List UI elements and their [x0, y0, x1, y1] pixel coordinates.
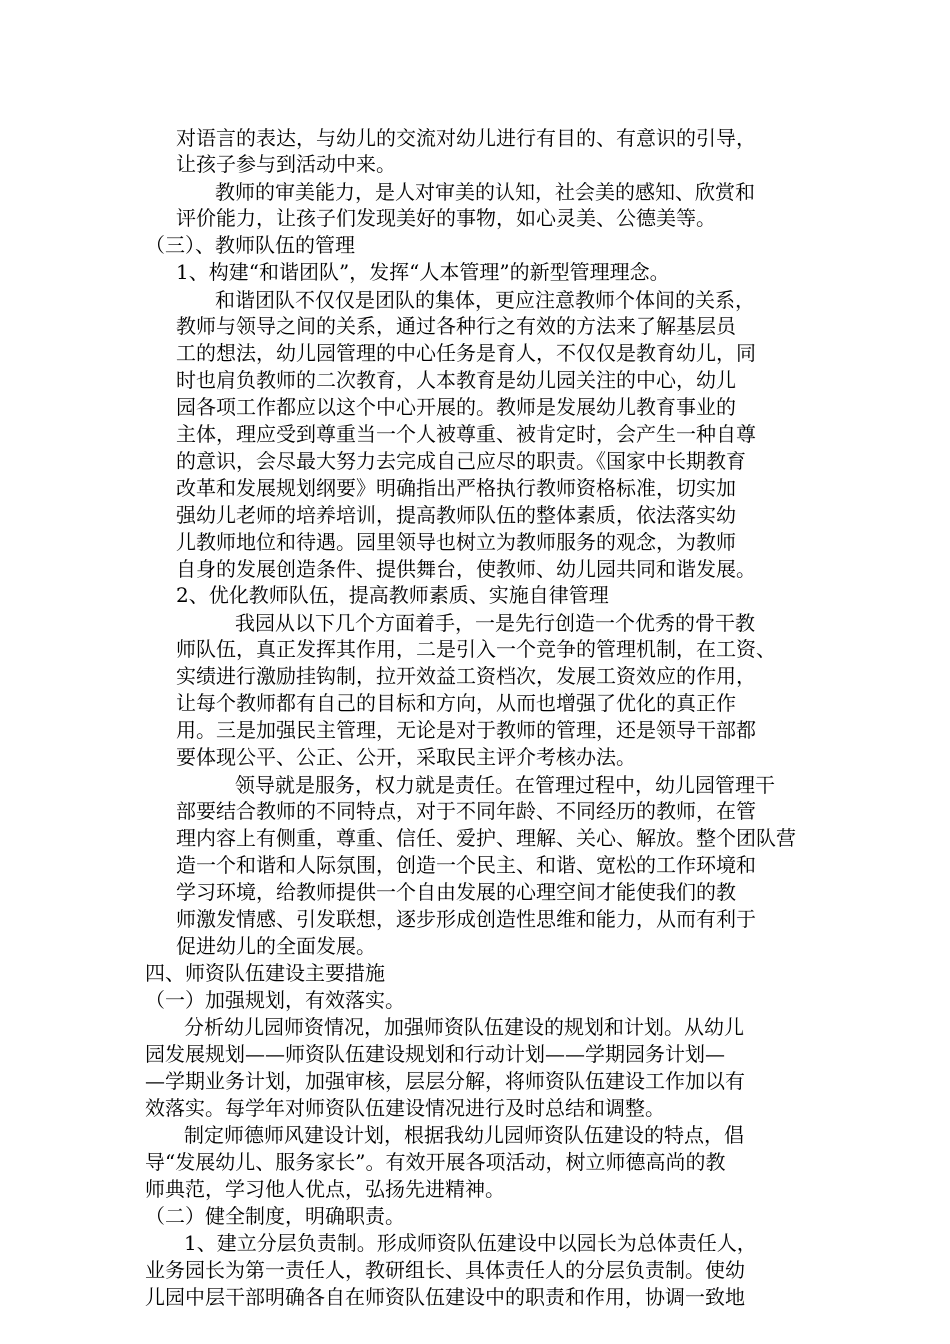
text-line: 业务园长为第一责任人，教研组长、具体责任人的分层负责制。使幼 — [145, 1258, 745, 1282]
text-line: 让孩子参与到活动中来。 — [176, 152, 396, 176]
text-line: 促进幼儿的全面发展。 — [176, 934, 376, 958]
text-line: 园发展规划——师资队伍建设规划和行动计划——学期园务计划— — [145, 1042, 725, 1066]
text-line: 造一个和谐和人际氛围，创造一个民主、和谐、宽松的工作环境和 — [176, 853, 756, 877]
text-line: 园各项工作都应以这个中心开展的。教师是发展幼儿教育事业的 — [176, 395, 736, 419]
text-line: 2、优化教师队伍，提高教师素质、实施自律管理 — [176, 583, 609, 607]
text-line: 效落实。每学年对师资队伍建设情况进行及时总结和调整。 — [145, 1096, 665, 1120]
text-line: 1、构建“和谐团队”，发挥“人本管理”的新型管理理念。 — [176, 260, 670, 284]
text-line: 对语言的表达，与幼儿的交流对幼儿进行有目的、有意识的引导， — [176, 126, 756, 150]
text-line: 部要结合教师的不同特点，对于不同年龄、不同经历的教师，在管 — [176, 799, 756, 823]
text-line: 主体，理应受到尊重当一个人被尊重、被肯定时，会产生一种自尊 — [176, 422, 756, 446]
text-line: 理内容上有侧重，尊重、信任、爱护、理解、关心、解放。整个团队营 — [176, 826, 796, 850]
text-line: 教师的审美能力，是人对审美的认知，社会美的感知、欣赏和 — [215, 180, 755, 204]
text-line: 我园从以下几个方面着手，一是先行创造一个优秀的骨干教 — [235, 611, 755, 635]
text-line: 要体现公平、公正、公开，采取民主评介考核办法。 — [176, 745, 636, 769]
text-line: 和谐团队不仅仅是团队的集体，更应注意教师个体间的关系， — [215, 288, 755, 312]
text-line: 儿教师地位和待遇。园里领导也树立为教师服务的观念，为教师 — [176, 530, 736, 554]
text-line: 强幼儿老师的培养培训，提高教师队伍的整体素质，依法落实幼 — [176, 503, 736, 527]
text-line: 自身的发展创造条件、提供舞台，使教师、幼儿园共同和谐发展。 — [176, 557, 756, 581]
text-line: 分析幼儿园师资情况，加强师资队伍建设的规划和计划。从幼儿 — [184, 1015, 744, 1039]
text-line: 时也肩负教师的二次教育，人本教育是幼儿园关注的中心，幼儿 — [176, 368, 736, 392]
text-line: 制定师德师风建设计划，根据我幼儿园师资队伍建设的特点，倡 — [184, 1123, 744, 1147]
text-line: —学期业务计划，加强审核，层层分解，将师资队伍建设工作加以有 — [145, 1069, 745, 1093]
text-line: 师典范，学习他人优点，弘扬先进精神。 — [145, 1177, 505, 1201]
text-line: 1、建立分层负责制。形成师资队伍建设中以园长为总体责任人， — [184, 1231, 757, 1255]
text-line: 工的想法，幼儿园管理的中心任务是育人，不仅仅是教育幼儿，同 — [176, 341, 756, 365]
text-line: 用。三是加强民主管理，无论是对于教师的管理，还是领导干部都 — [176, 718, 756, 742]
text-line: （二）健全制度，明确职责。 — [145, 1204, 405, 1228]
text-line: 儿园中层干部明确各自在师资队伍建设中的职责和作用，协调一致地 — [145, 1285, 745, 1309]
text-line: （三）、教师队伍的管理 — [145, 233, 355, 257]
text-line: 学习环境，给教师提供一个自由发展的心理空间才能使我们的教 — [176, 880, 736, 904]
text-line: 实绩进行激励挂钩制，拉开效益工资档次，发展工资效应的作用， — [176, 664, 756, 688]
text-line: 改革和发展规划纲要》明确指出严格执行教师资格标准，切实加 — [176, 476, 736, 500]
text-line: 导“发展幼儿、服务家长”。有效开展各项活动，树立师德高尚的教 — [145, 1150, 726, 1174]
text-line: 评价能力，让孩子们发现美好的事物，如心灵美、公德美等。 — [176, 206, 716, 230]
text-line: 师激发情感、引发联想，逐步形成创造性思维和能力，从而有利于 — [176, 907, 756, 931]
text-line: 教师与领导之间的关系，通过各种行之有效的方法来了解基层员 — [176, 314, 736, 338]
text-line: 领导就是服务，权力就是责任。在管理过程中，幼儿园管理干 — [235, 773, 775, 797]
text-line: 四、师资队伍建设主要措施 — [145, 961, 385, 985]
text-line: 的意识，会尽最大努力去完成自己应尽的职责。《国家中长期教育 — [176, 449, 746, 473]
text-line: （一）加强规划，有效落实。 — [145, 988, 405, 1012]
text-line: 师队伍，真正发挥其作用，二是引入一个竞争的管理机制，在工资、 — [176, 637, 776, 661]
text-line: 让每个教师都有自己的目标和方向，从而也增强了优化的真正作 — [176, 691, 736, 715]
